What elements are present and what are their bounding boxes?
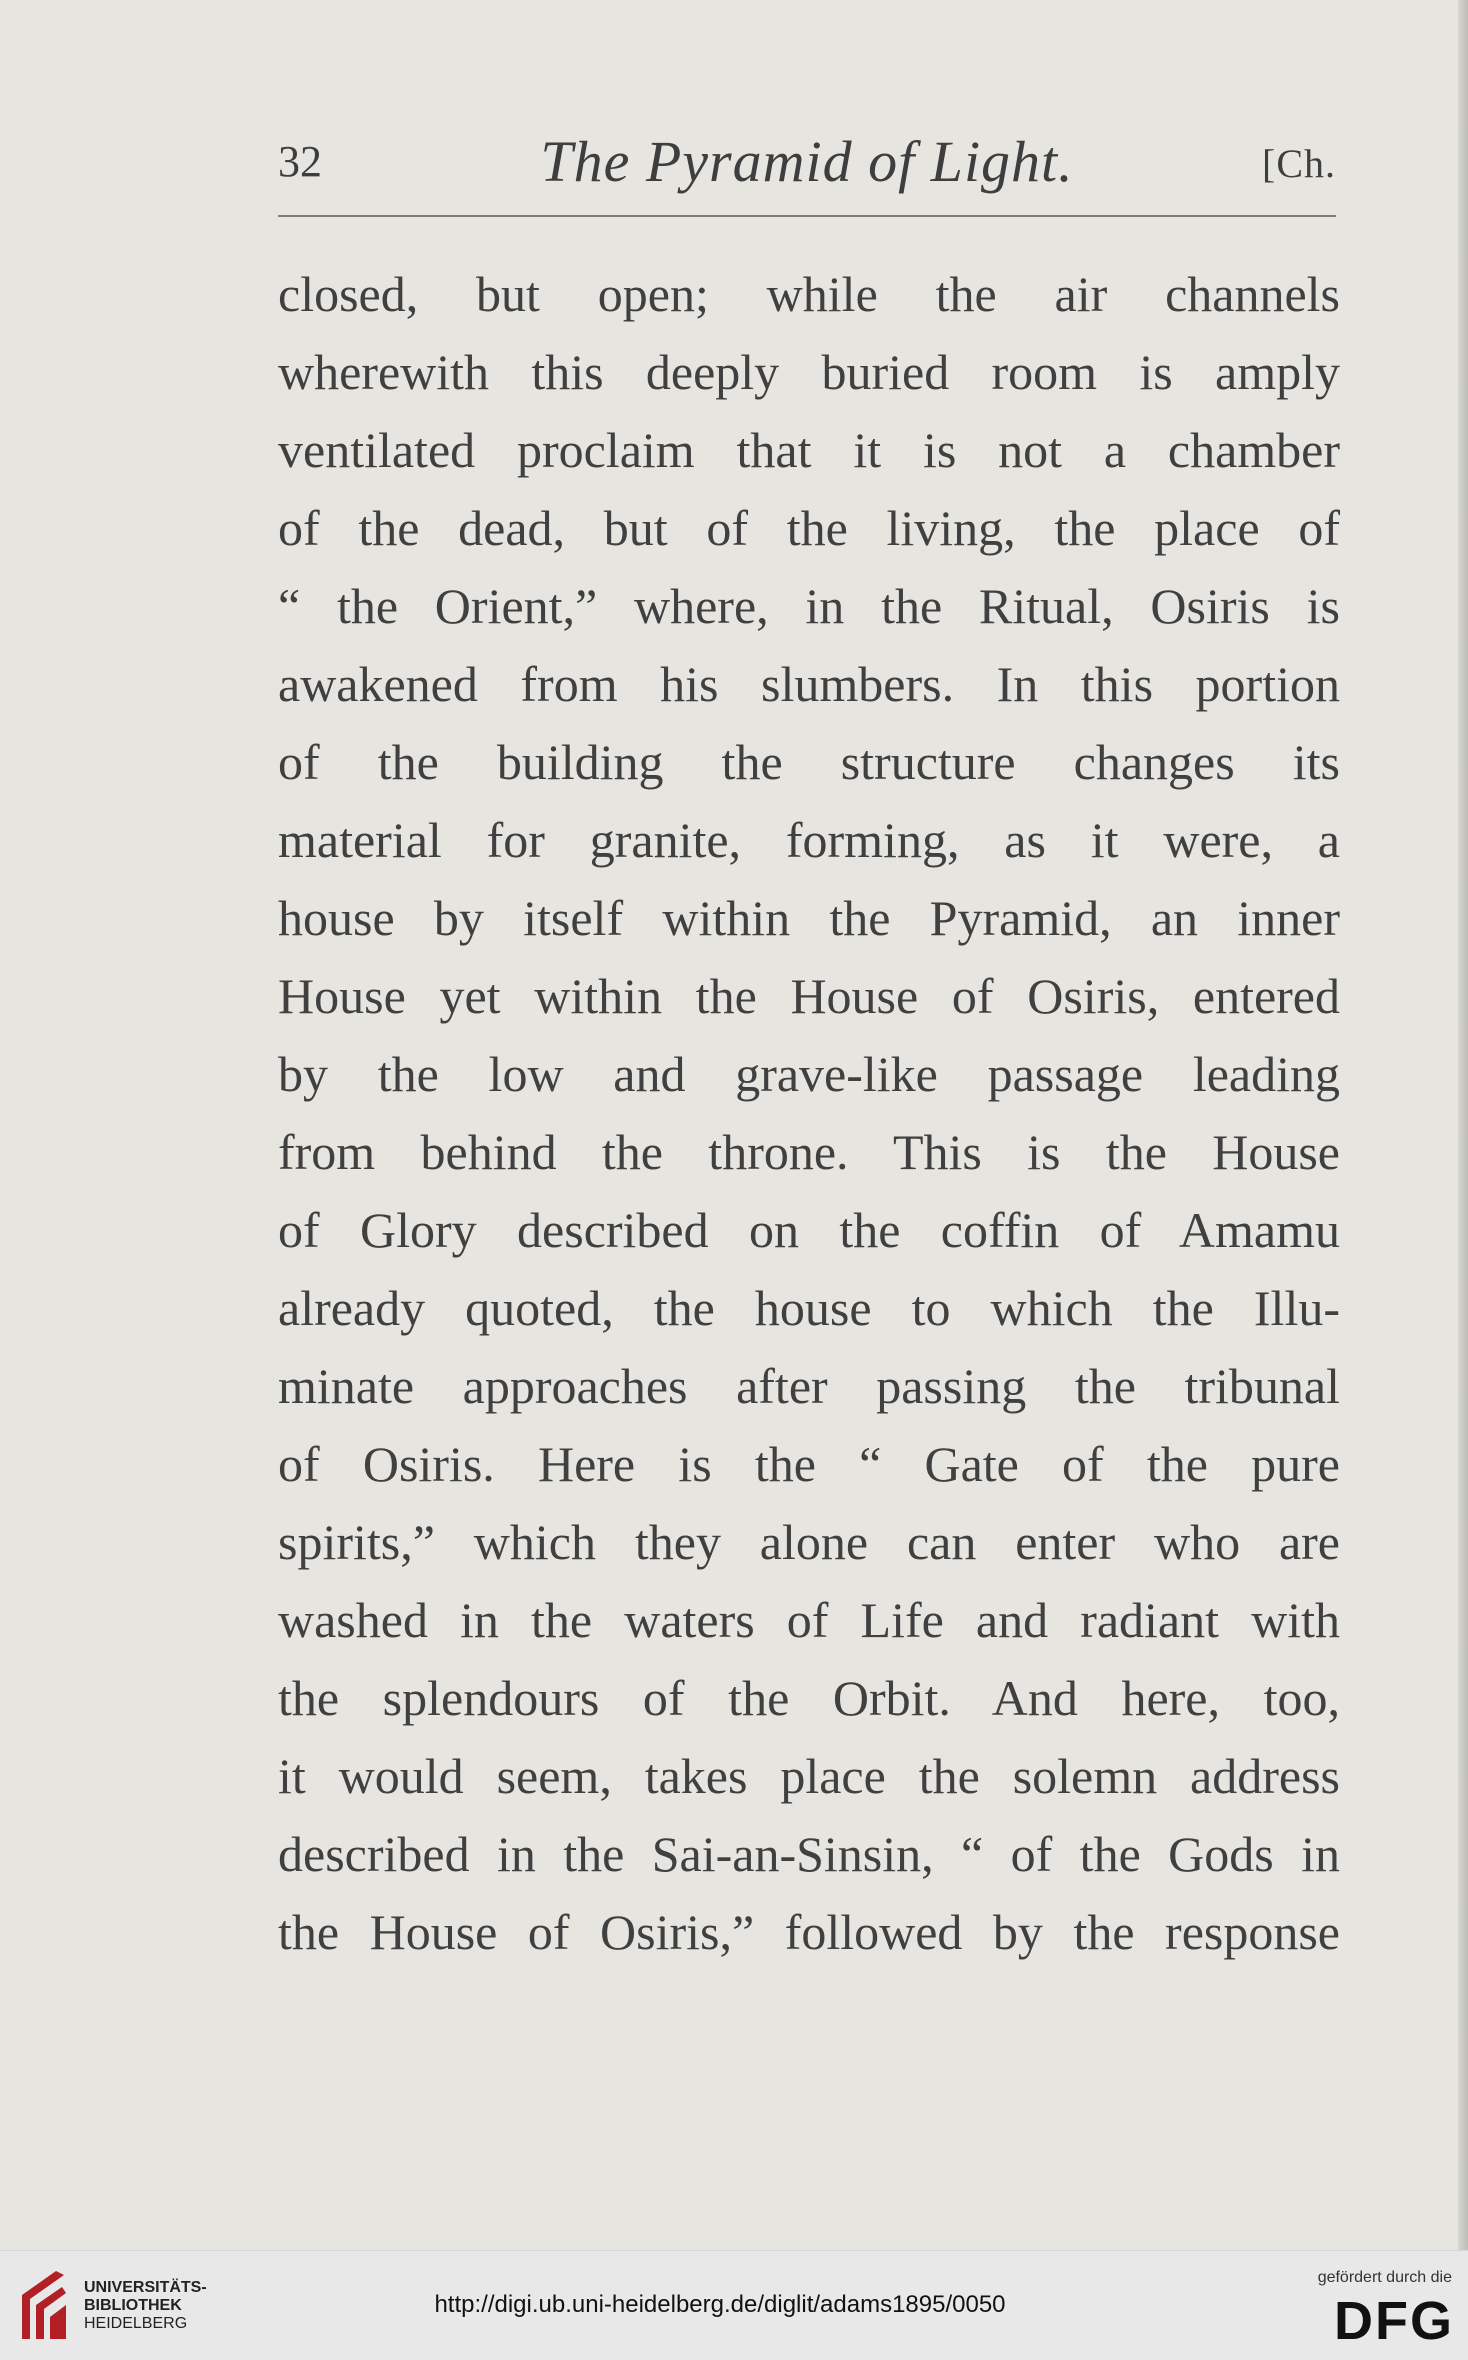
text-line: wherewith this deeply buried room is amply	[278, 344, 1340, 400]
text-line: “ the Orient,” where, in the Ritual, Osiris is	[278, 578, 1340, 634]
page-number: 32	[278, 137, 322, 186]
text-line: it would seem, takes place the solemn address	[278, 1748, 1340, 1804]
text-line: of the dead, but of the living, the place of	[278, 500, 1340, 556]
library-logo-icon	[16, 2265, 70, 2343]
text-line: of the building the structure changes its	[278, 734, 1340, 790]
running-title: The Pyramid of Light.	[540, 129, 1074, 194]
text-line: closed, but open; while the air channels	[278, 266, 1340, 322]
text-line: house by itself within the Pyramid, an inner	[278, 890, 1340, 946]
text-line: material for granite, forming, as it were, a	[278, 812, 1340, 868]
running-head	[278, 128, 1336, 198]
text-line: ventilated proclaim that it is not a chamber	[278, 422, 1340, 478]
funder-label: gefördert durch die	[1317, 2269, 1452, 2286]
text-line: minate approaches after passing the tribunal	[278, 1358, 1340, 1414]
text-line: the House of Osiris,” followed by the response	[278, 1904, 1340, 1960]
library-name-line: BIBLIOTHEK	[84, 2297, 182, 2314]
text-line: already quoted, the house to which the Illu-	[278, 1280, 1340, 1336]
text-line: of Osiris. Here is the “ Gate of the pure	[278, 1436, 1340, 1492]
page-spine-shadow	[1458, 0, 1468, 2250]
body-text	[278, 255, 1340, 1971]
text-line: House yet within the House of Osiris, entered	[278, 968, 1340, 1024]
header-rule	[278, 215, 1336, 217]
chapter-mark: [Ch.	[1262, 141, 1336, 186]
text-line: the splendours of the Orbit. And here, too,	[278, 1670, 1340, 1726]
permalink-url[interactable]: http://digi.ub.uni-heidelberg.de/diglit/adams1895/0050	[434, 2291, 1006, 2318]
text-line: spirits,” which they alone can enter who are	[278, 1514, 1340, 1570]
text-line: by the low and grave-like passage leading	[278, 1046, 1340, 1102]
library-name-line: HEIDELBERG	[84, 2315, 188, 2332]
viewer-footer	[0, 2250, 1468, 2360]
text-line: from behind the throne. This is the House	[278, 1124, 1340, 1180]
text-line: washed in the waters of Life and radiant with	[278, 1592, 1340, 1648]
text-line: awakened from his slumbers. In this portion	[278, 656, 1340, 712]
text-line: of Glory described on the coffin of Amamu	[278, 1202, 1340, 1258]
dfg-logo: DFG	[1334, 2291, 1454, 2351]
library-name	[84, 2279, 207, 2333]
text-line: described in the Sai-an-Sinsin, “ of the Gods in	[278, 1826, 1340, 1882]
library-name-line: UNIVERSITÄTS-	[84, 2279, 207, 2296]
